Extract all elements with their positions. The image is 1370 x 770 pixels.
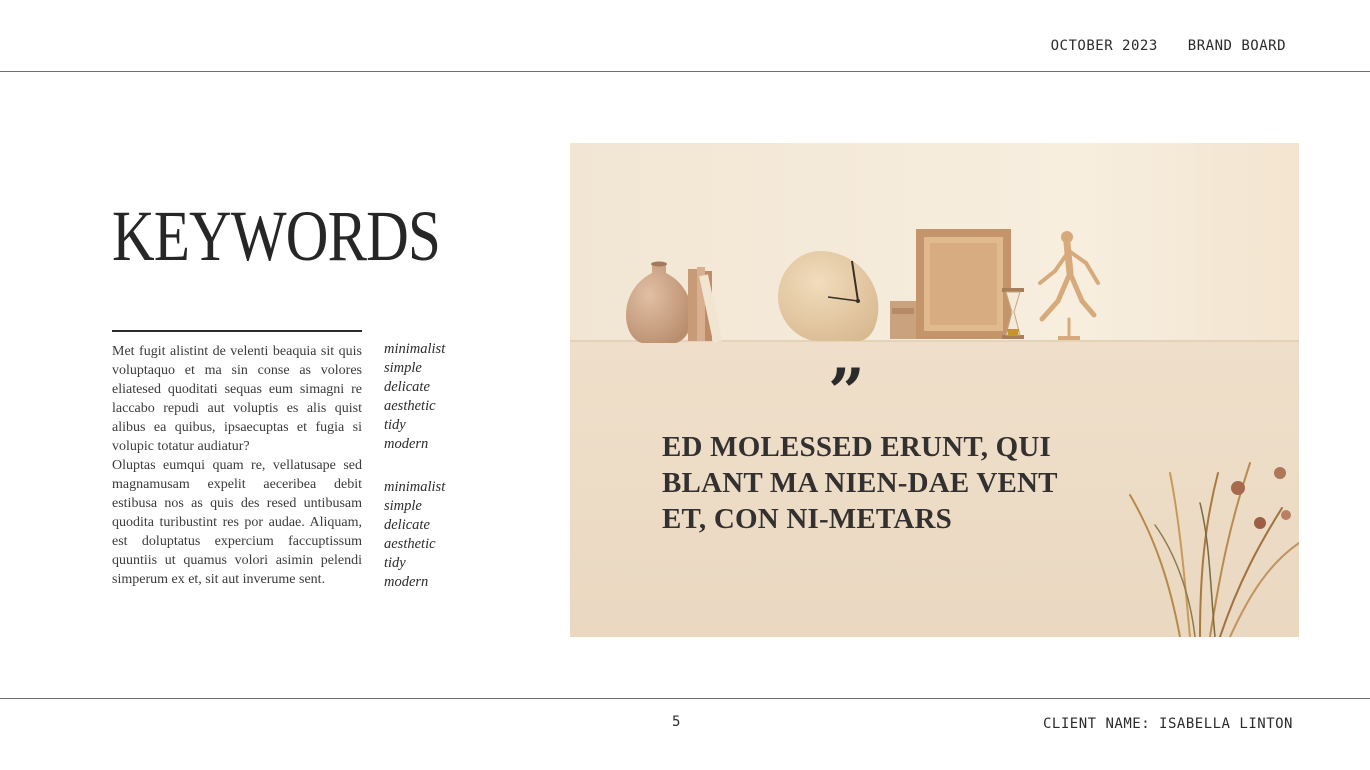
keyword-item: modern (384, 436, 429, 452)
keyword-list-1 (384, 340, 494, 454)
keyword-item: aesthetic (384, 536, 436, 552)
keyword-item: delicate (384, 379, 430, 395)
keyword-list-2 (384, 478, 494, 592)
page-number: 5 (672, 714, 681, 730)
keyword-item: aesthetic (384, 398, 436, 414)
body-paragraph-2: Oluptas eumqui quam re, vellatusape sed magnamusam expelit aeceribea debit estibusa nos as quis des resed untibusam quodita turibustint res por audae. Aliquam, est doluptatus expercium faccuptissum quuntiis ut quamus volori asimin pelendi simperum ex et, sit aut inverume sent. (112, 458, 362, 587)
header-meta (1051, 38, 1286, 54)
body-divider (112, 330, 362, 332)
keyword-item: minimalist (384, 341, 446, 357)
wood-block-icon (890, 301, 916, 339)
keyword-item: delicate (384, 517, 430, 533)
picture-frame-icon (916, 229, 1011, 339)
keyword-item: simple (384, 498, 422, 514)
body-text (112, 342, 362, 589)
keyword-item: simple (384, 360, 422, 376)
client-name: CLIENT NAME: ISABELLA LINTON (1042, 716, 1293, 732)
mood-image (570, 143, 1299, 637)
header-document-type: BRAND BOARD (1187, 38, 1286, 54)
bottom-divider (0, 698, 1370, 699)
page-title: KEYWORDS (112, 196, 440, 276)
body-paragraph-1: Met fugit alistint de velenti beaquia sit quis voluptaquo et ma sin conse as volores eliatesed quoditati sequas eum simagni re laccabo repudi aut voluptis es alis quist alibus ea quibus, ipsaecuptas et fugia si volupic totatur audiatur? (112, 344, 362, 454)
pull-quote: ED MOLESSED ERUNT, QUI BLANT MA NIEN-DAE VENT ET, CON NI-METARS (662, 431, 1058, 535)
keyword-item: tidy (384, 417, 406, 433)
shelf-illustration (570, 143, 1299, 637)
keyword-item: tidy (384, 555, 406, 571)
top-divider (0, 71, 1370, 72)
quote-mark-icon: ” (828, 355, 865, 430)
keyword-item: modern (384, 574, 429, 590)
keyword-item: minimalist (384, 479, 446, 495)
header-date: OCTOBER 2023 (1050, 38, 1158, 54)
